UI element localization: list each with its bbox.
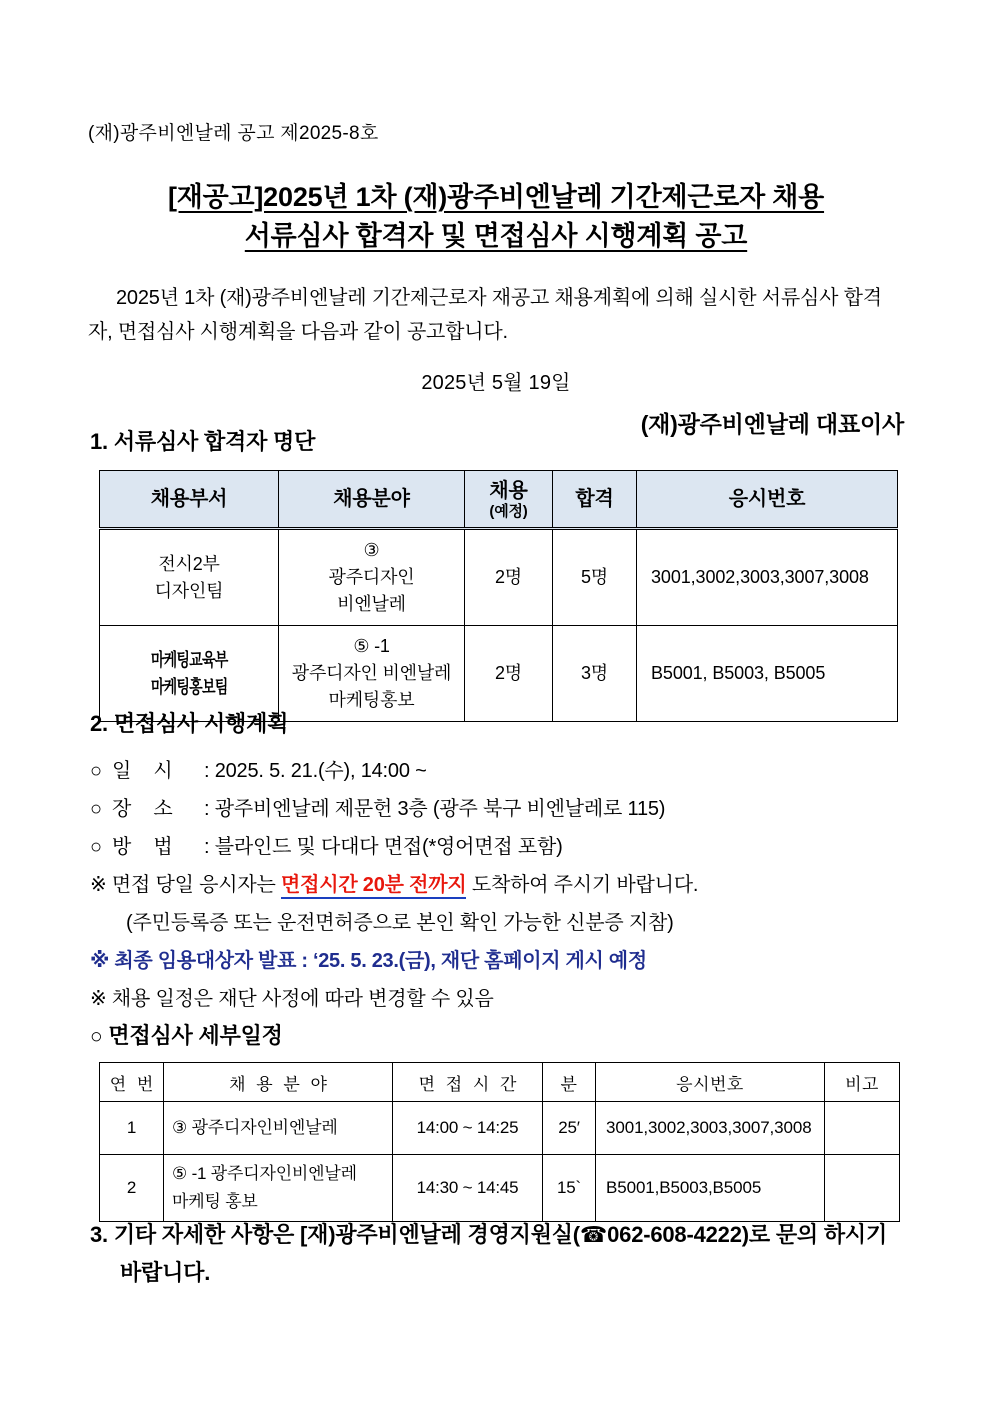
item-key-b: 소 <box>153 798 195 820</box>
table-row <box>100 529 898 626</box>
field-line-3: 비엔날레 <box>337 594 406 614</box>
col-header-exam-number: 응시번호 <box>596 1063 825 1102</box>
department-line-2: 마케팅홍보팀 <box>150 676 228 697</box>
item-value: : 광주비엔날레 제문헌 3층 (광주 북구 비엔날레로 115) <box>204 798 666 820</box>
item-value: : 2025. 5. 21.(수), 14:00 ~ <box>204 760 427 782</box>
bullet-circle-icon: ○ <box>90 836 102 858</box>
bullet-circle-icon: ○ <box>90 798 102 820</box>
col-header-field: 채 용 분 야 <box>164 1063 393 1102</box>
cell-minutes: 25′ <box>543 1102 596 1155</box>
cell-hire-count: 2명 <box>465 626 553 722</box>
document-number: (재)광주비엔날레 공고 제2025-8호 <box>88 123 379 144</box>
field-line-1: ⑤ -1 광주디자인비엔날레 <box>172 1164 357 1183</box>
field-line-1: ⑤ -1 <box>353 636 390 656</box>
cell-pass-count: 3명 <box>553 626 637 722</box>
cell-exam-numbers: 3001,3002,3003,3007,3008 <box>596 1102 825 1155</box>
note-highlight: 면접시간 20분 전까지 <box>281 874 467 899</box>
section-1-heading: 1. 서류심사 합격자 명단 <box>90 429 316 454</box>
col-header-department: 채용부서 <box>100 471 279 529</box>
title-line-1: [재공고]2025년 1차 (재)광주비엔날레 기간제근로자 채용 <box>167 182 825 212</box>
col-header-remark: 비고 <box>825 1063 900 1102</box>
field-line-2: 광주디자인 <box>328 567 415 587</box>
list-item <box>90 790 940 828</box>
intro-paragraph: 2025년 1차 (재)광주비엔날레 기간제근로자 재공고 채용계획에 의해 실시한 서류심사 합격자, 면접심사 시행계획을 다음과 같이 공고합니다. <box>88 287 882 343</box>
col-header-hire-count <box>465 471 553 529</box>
contact-line-2: 바랍니다. <box>120 1260 211 1285</box>
cell-pass-count: 5명 <box>553 529 637 626</box>
cell-exam-numbers: B5001,B5003,B5005 <box>596 1155 825 1222</box>
cell-field <box>279 529 465 626</box>
passer-list-table <box>99 470 898 722</box>
cell-field <box>279 626 465 722</box>
interview-plan-list <box>90 752 940 1018</box>
schedule-sub-heading <box>90 1019 283 1050</box>
cell-interview-time: 14:00 ~ 14:25 <box>393 1102 543 1155</box>
note-id-required: (주민등록증 또는 운전면허증으로 본인 확인 가능한 신분증 지참) <box>126 912 674 934</box>
schedule-sub-heading-label: 면접심사 세부일정 <box>108 1023 283 1048</box>
note-arrival-time <box>90 866 940 904</box>
department-line-1: 전시2부 <box>158 553 220 574</box>
field-line-1: ③ <box>363 540 380 560</box>
col-header-pass-count: 합격 <box>553 471 637 529</box>
department-line-2: 디자인팀 <box>154 580 224 601</box>
col-header-seq: 연 번 <box>100 1063 164 1102</box>
section-3-contact <box>90 1216 922 1292</box>
table-row <box>100 1102 900 1155</box>
field-line-1: ③ 광주디자인비엔날레 <box>172 1118 338 1137</box>
cell-seq: 1 <box>100 1102 164 1155</box>
field-line-2: 광주디자인 비엔날레 <box>291 663 452 683</box>
cell-remark <box>825 1102 900 1155</box>
item-key-b: 시 <box>153 760 195 782</box>
cell-hire-count: 2명 <box>465 529 553 626</box>
note-prefix: ※ 면접 당일 응시자는 <box>90 874 281 896</box>
field-line-2: 마케팅 홍보 <box>172 1192 258 1211</box>
col-header-hire-sub: (예정) <box>489 502 528 520</box>
announcement-date: 2025년 5월 19일 <box>421 372 571 394</box>
department-line-1: 마케팅교육부 <box>150 649 228 670</box>
note-suffix: 도착하여 주시기 바랍니다. <box>466 874 699 896</box>
signature-line: (재)광주비엔날레 대표이사 <box>640 411 904 437</box>
item-key-a: 장 <box>112 798 154 820</box>
col-header-field: 채용분야 <box>279 471 465 529</box>
cell-interview-time: 14:30 ~ 14:45 <box>393 1155 543 1222</box>
item-key-a: 일 <box>112 760 154 782</box>
table-row <box>100 1155 900 1222</box>
interview-schedule-table <box>99 1062 900 1222</box>
cell-field <box>164 1155 393 1222</box>
note-final-announcement: ※ 최종 임용대상자 발표 : ‘25. 5. 23.(금), 재단 홈페이지 게시 예정 <box>90 950 647 972</box>
note-schedule-change: ※ 채용 일정은 재단 사정에 따라 변경할 수 있음 <box>90 988 494 1010</box>
cell-exam-numbers: B5001, B5003, B5005 <box>637 626 898 722</box>
cell-remark <box>825 1155 900 1222</box>
list-item <box>90 752 940 790</box>
bullet-circle-icon: ○ <box>90 760 102 782</box>
list-item <box>90 828 940 866</box>
item-key-a: 방 <box>112 836 154 858</box>
table-header-row <box>100 1063 900 1102</box>
cell-seq: 2 <box>100 1155 164 1222</box>
item-key-b: 법 <box>153 836 195 858</box>
table-header-row <box>100 471 898 529</box>
col-header-hire-main: 채용 <box>489 479 528 502</box>
col-header-exam-number: 응시번호 <box>637 471 898 529</box>
title-line-2: 서류심사 합격자 및 면접심사 시행계획 공고 <box>244 221 748 251</box>
document-title <box>0 178 992 256</box>
cell-field <box>164 1102 393 1155</box>
item-value: : 블라인드 및 다대다 면접(*영어면접 포함) <box>204 836 563 858</box>
contact-line-1: 3. 기타 자세한 사항은 [재)광주비엔날레 경영지원실(☎062-608-4222)로 문의 하시기 <box>90 1222 888 1247</box>
bullet-circle-icon: ○ <box>90 1025 103 1048</box>
section-2-heading: 2. 면접심사 시행계획 <box>90 711 289 736</box>
col-header-interview-time: 면 접 시 간 <box>393 1063 543 1102</box>
col-header-minutes: 분 <box>543 1063 596 1102</box>
cell-exam-numbers: 3001,3002,3003,3007,3008 <box>637 529 898 626</box>
cell-department <box>100 529 279 626</box>
cell-minutes: 15` <box>543 1155 596 1222</box>
field-line-3: 마케팅홍보 <box>328 690 415 710</box>
